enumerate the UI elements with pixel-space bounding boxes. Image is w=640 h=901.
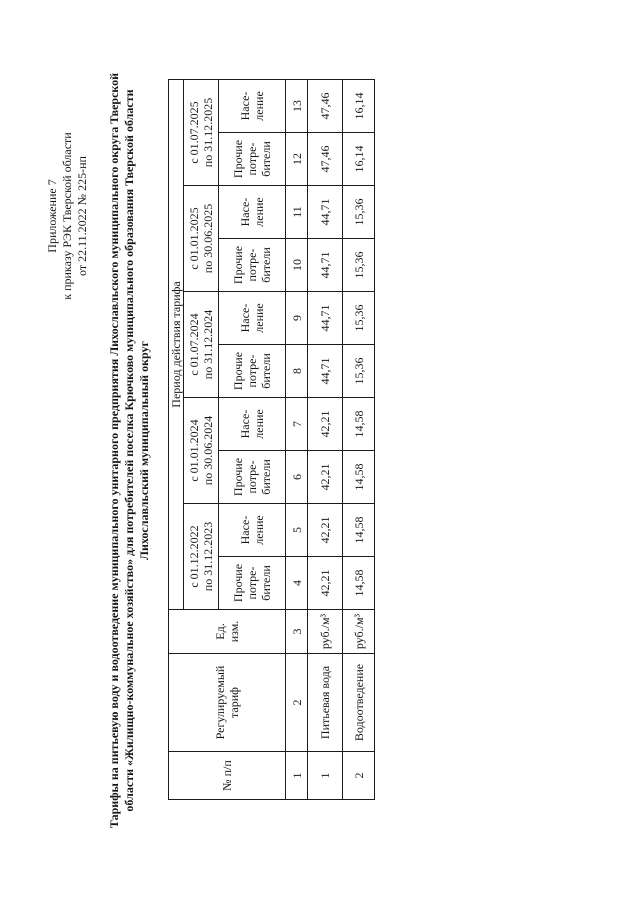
period-header-1 <box>184 504 219 610</box>
row-value: 44,71 <box>308 292 343 345</box>
column-number: 13 <box>286 79 308 132</box>
title-line-2: области «Жилищно-коммунальное хозяйство» для потребителей поселка Крючково муниципального образования Тверской области <box>122 89 136 812</box>
subheader-population-5: Насе-ление <box>219 79 286 132</box>
row-num: 2 <box>343 752 375 800</box>
row-value: 14,58 <box>343 398 375 451</box>
period-3-from: с 01.07.2024 <box>187 313 201 376</box>
document-title <box>107 30 152 871</box>
period-4-to: по 30.06.2025 <box>201 203 215 274</box>
column-number: 8 <box>286 345 308 398</box>
period-5-to: по 31.12.2025 <box>201 97 215 168</box>
row-value: 44,71 <box>308 239 343 292</box>
column-number: 11 <box>286 186 308 239</box>
header-period-group: Период действия тарифа <box>169 79 184 609</box>
row-unit: руб./м³ <box>308 610 343 654</box>
title-line-1: Тарифы на питьевую воду и водоотведение муниципального унитарного предприятия Лихославльского муниципального округа Тверской <box>107 72 121 829</box>
period-header-5 <box>184 79 219 185</box>
subheader-population-3: Насе-ление <box>219 292 286 345</box>
column-number: 6 <box>286 451 308 504</box>
row-value: 47,46 <box>308 79 343 132</box>
period-header-2 <box>184 398 219 504</box>
row-value: 42,21 <box>308 398 343 451</box>
tariff-table <box>168 79 375 800</box>
column-number: 4 <box>286 557 308 610</box>
row-value: 44,71 <box>308 345 343 398</box>
row-value: 42,21 <box>308 557 343 610</box>
period-2-from: с 01.01.2024 <box>187 419 201 482</box>
row-value: 42,21 <box>308 451 343 504</box>
column-number: 2 <box>286 654 308 752</box>
order-reference: к приказу РЭК Тверской области <box>60 132 74 300</box>
column-number: 5 <box>286 504 308 557</box>
period-5-from: с 01.07.2025 <box>187 101 201 164</box>
subheader-other-5: Прочие потре-бители <box>219 133 286 186</box>
row-num: 1 <box>308 752 343 800</box>
column-number: 3 <box>286 610 308 654</box>
period-3-to: по 31.12.2024 <box>201 309 215 380</box>
row-value: 15,36 <box>343 186 375 239</box>
row-value: 16,14 <box>343 133 375 186</box>
column-number: 10 <box>286 239 308 292</box>
appendix-number: Приложение 7 <box>45 179 59 253</box>
row-value: 15,36 <box>343 239 375 292</box>
subheader-population-4: Насе-ление <box>219 186 286 239</box>
row-value: 14,58 <box>343 557 375 610</box>
period-4-from: с 01.01.2025 <box>187 207 201 270</box>
table-row <box>343 79 375 799</box>
table-row <box>308 79 343 799</box>
subheader-other-3: Прочие потре-бители <box>219 345 286 398</box>
row-value: 42,21 <box>308 504 343 557</box>
appendix-header <box>45 121 90 311</box>
subheader-population-1: Насе-ление <box>219 504 286 557</box>
row-tariff-name: Водоотведение <box>343 654 375 752</box>
column-number: 9 <box>286 292 308 345</box>
column-number-row <box>286 79 308 799</box>
title-line-3: Лихославльский муниципальный округ <box>137 341 151 560</box>
row-value: 14,58 <box>343 504 375 557</box>
period-1-to: по 31.12.2023 <box>201 521 215 592</box>
period-header-3 <box>184 292 219 398</box>
header-row-group <box>169 79 184 799</box>
row-unit: руб./м³ <box>343 610 375 654</box>
period-1-from: с 01.12.2022 <box>187 525 201 588</box>
row-value: 14,58 <box>343 451 375 504</box>
order-date: от 22.11.2022 № 225-нп <box>75 156 89 276</box>
row-value: 15,36 <box>343 345 375 398</box>
row-value: 16,14 <box>343 79 375 132</box>
subheader-other-1: Прочие потре-бители <box>219 557 286 610</box>
subheader-other-2: Прочие потре-бители <box>219 451 286 504</box>
column-number: 7 <box>286 398 308 451</box>
header-unit: Ед. изм. <box>169 610 286 654</box>
column-number: 1 <box>286 752 308 800</box>
row-tariff-name: Питьевая вода <box>308 654 343 752</box>
row-value: 47,46 <box>308 133 343 186</box>
column-number: 12 <box>286 133 308 186</box>
period-2-to: по 30.06.2024 <box>201 415 215 486</box>
row-value: 44,71 <box>308 186 343 239</box>
subheader-other-4: Прочие потре-бители <box>219 239 286 292</box>
subheader-population-2: Насе-ление <box>219 398 286 451</box>
row-value: 15,36 <box>343 292 375 345</box>
period-header-4 <box>184 186 219 292</box>
header-tariff: Регулируемый тариф <box>169 654 286 752</box>
header-num: № п/п <box>169 752 286 800</box>
